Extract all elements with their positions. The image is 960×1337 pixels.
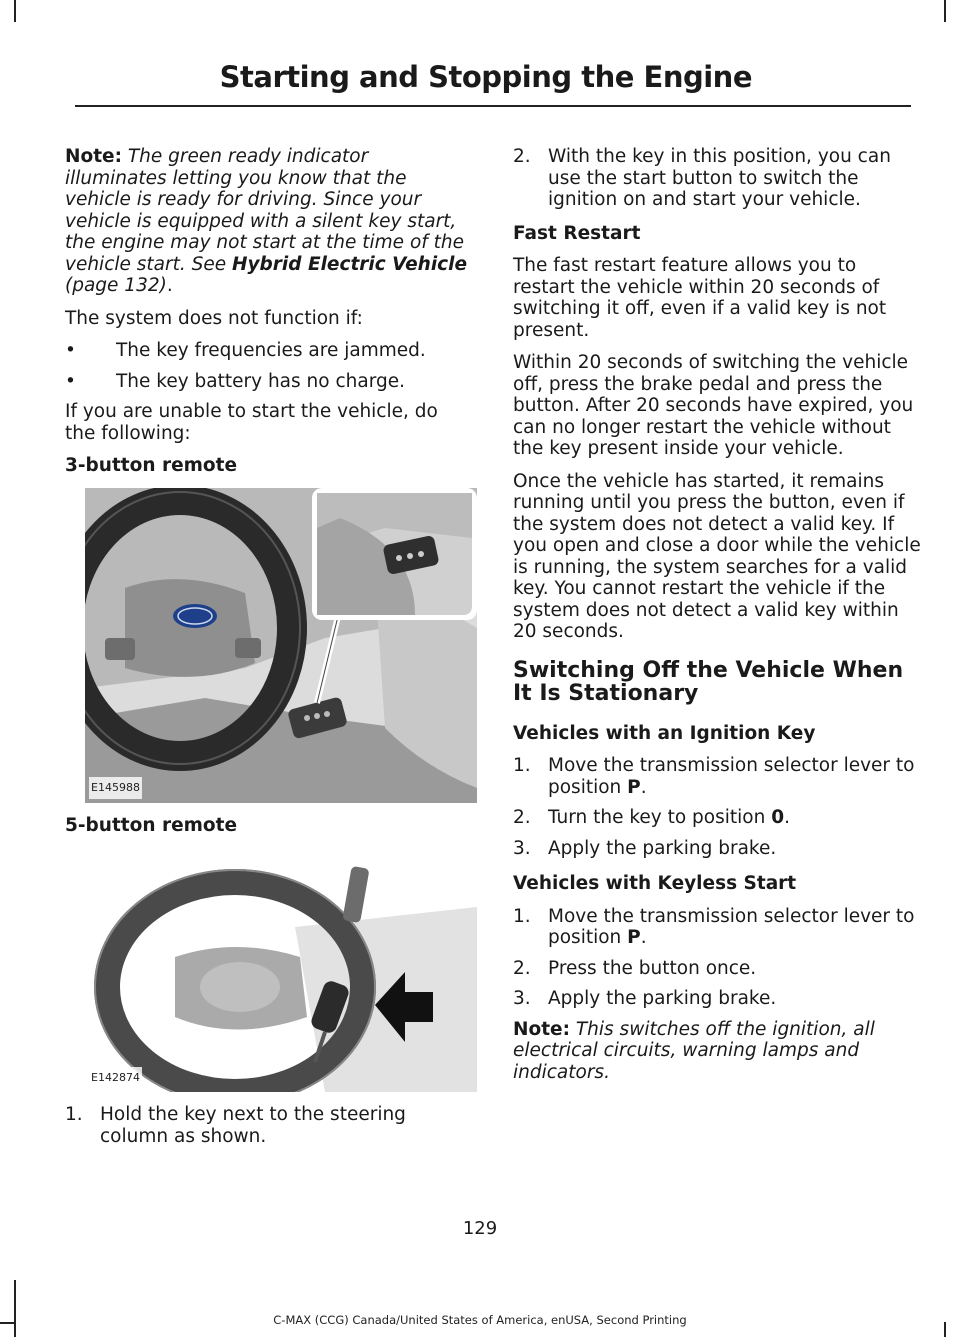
- unable-paragraph: If you are unable to start the vehicle, do the following:: [65, 401, 438, 444]
- paragraph: Once the vehicle has started, it remains running until you press the button, even if the system does not detect a valid key. If you open and close a door while the vehicle is running, the system searches for a valid key. You cannot restart the vehicle if the system does not detect a valid key within 20 seconds.: [513, 470, 921, 642]
- list-item: [513, 906, 921, 949]
- steering-column-illustration: [85, 488, 477, 803]
- bullet-marker: •: [65, 340, 76, 361]
- subheading: Vehicles with an Ignition Key: [513, 722, 816, 744]
- cross-reference-link[interactable]: Hybrid Electric Vehicle: [232, 253, 468, 275]
- step-text: Apply the parking brake.: [548, 988, 777, 1009]
- note-paragraph: [513, 1019, 921, 1084]
- crop-mark: [14, 1280, 16, 1337]
- step-number: 1.: [65, 1104, 83, 1125]
- figure-heading: 5-button remote: [65, 814, 238, 836]
- three-button-remote-figure: [85, 488, 477, 803]
- list-item: [65, 371, 473, 393]
- bullet-marker: •: [65, 370, 76, 392]
- crop-mark: [14, 0, 16, 22]
- list-item: [513, 838, 921, 860]
- note-paragraph: [65, 146, 473, 297]
- steering-wheel-illustration: [85, 847, 477, 1092]
- step-number: 2.: [513, 807, 531, 828]
- step-text: Move the transmission selector lever to position: [548, 905, 915, 948]
- paragraph: The fast restart feature allows you to restart the vehicle within 20 seconds of switching it off, even if a valid key is not present.: [513, 255, 887, 341]
- crop-mark: [944, 0, 946, 22]
- step-text: Turn the key to position: [548, 807, 772, 828]
- list-item: [65, 340, 473, 362]
- figure-code: E145988: [89, 777, 142, 799]
- five-button-remote-figure: [85, 847, 477, 1092]
- list-item-text: The key battery has no charge.: [116, 370, 405, 392]
- step-number: 2.: [513, 146, 531, 167]
- step-text: Move the transmission selector lever to position: [548, 755, 915, 798]
- paragraph: Within 20 seconds of switching the vehicle off, press the brake pedal and press the button. After 20 seconds have expired, you can no longer restart the vehicle without the key present inside your vehicle.: [513, 352, 914, 459]
- step-end: .: [640, 927, 647, 948]
- step-value: P: [627, 927, 641, 948]
- step-number: 1.: [513, 755, 531, 776]
- step-end: .: [640, 776, 647, 798]
- step-end: .: [784, 807, 790, 828]
- list-item: [513, 755, 921, 798]
- note-text: This switches off the ignition, all electrical circuits, warning lamps and indicators.: [513, 1018, 875, 1083]
- subheading: Fast Restart: [513, 222, 641, 244]
- step-number: 3.: [513, 837, 531, 859]
- system-intro: The system does not function if:: [65, 307, 363, 329]
- step-value: 0: [771, 807, 785, 828]
- step-text: Press the button once.: [548, 957, 757, 979]
- list-item: [513, 807, 921, 829]
- step-text: Hold the key next to the steering column as shown.: [100, 1104, 406, 1147]
- note-label: Note:: [65, 146, 122, 167]
- title-rule: [75, 105, 911, 107]
- footer: C-MAX (CCG) Canada/United States of America, enUSA, Second Printing: [273, 1313, 687, 1327]
- page-title: Starting and Stopping the Engine: [219, 60, 752, 94]
- page-reference: (page 132): [65, 275, 167, 296]
- list-item: [513, 146, 921, 211]
- figure-heading: 3-button remote: [65, 455, 238, 476]
- list-item: [513, 988, 921, 1010]
- step-value: P: [627, 776, 641, 798]
- note-text: The green ready indicator illuminates letting you know that the vehicle is ready for driving. Since your vehicle is equipped with a silent key start, the engine may not start at the time of the vehicle start. See: [65, 146, 465, 275]
- right-column: [513, 146, 921, 1094]
- figure-code: E142874: [89, 1067, 142, 1089]
- list-item-text: The key frequencies are jammed.: [116, 340, 426, 361]
- step-number: 3.: [513, 988, 531, 1009]
- left-column: [65, 146, 473, 1156]
- step-text: Apply the parking brake.: [548, 837, 777, 859]
- note-end: .: [166, 275, 173, 296]
- note-label: Note:: [513, 1018, 570, 1040]
- subheading: Vehicles with Keyless Start: [513, 873, 797, 894]
- list-item: [513, 958, 921, 980]
- page-number: 129: [462, 1218, 498, 1239]
- section-heading: Switching Off the Vehicle When It Is Stationary: [513, 657, 904, 706]
- step-text: With the key in this position, you can use the start button to switch the ignition on and start your vehicle.: [548, 146, 891, 210]
- list-item: [65, 1104, 473, 1147]
- step-number: 1.: [513, 905, 531, 927]
- step-number: 2.: [513, 957, 531, 979]
